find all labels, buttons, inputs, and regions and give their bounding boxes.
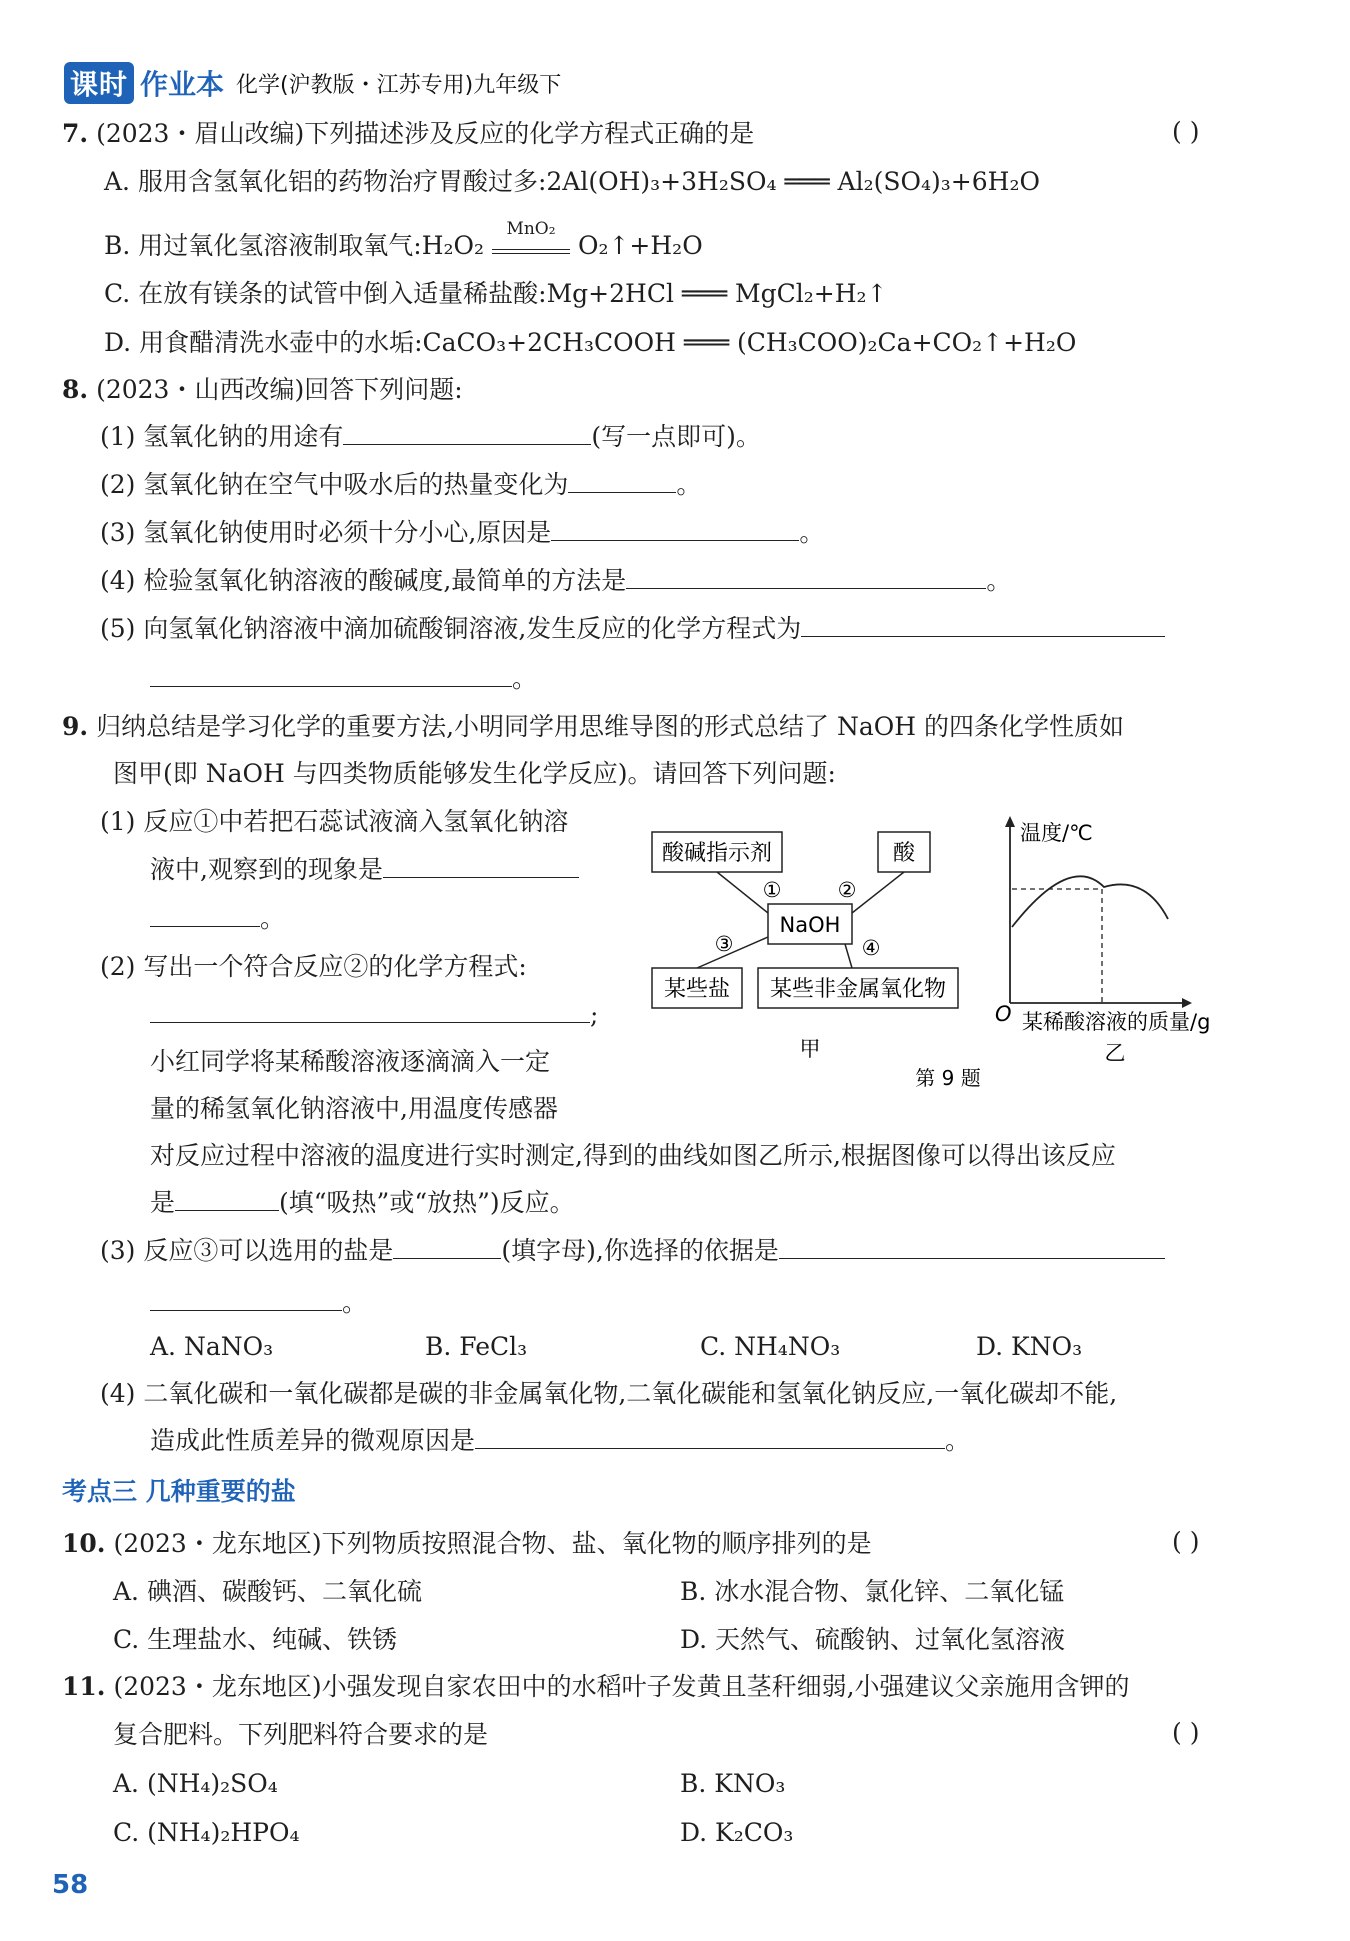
q8-part-1 xyxy=(100,420,761,454)
q9-part-2-end xyxy=(150,1186,575,1220)
part-text: (填“吸热”或“放热”)反应。 xyxy=(279,1188,575,1217)
answer-blank[interactable] xyxy=(343,420,591,445)
question-text: 归纳总结是学习化学的重要方法,小明同学用思维导图的形式总结了 NaOH 的四条化学性质如 xyxy=(96,712,1124,741)
q10-option-a: A. 碘酒、碳酸钙、二氧化硫 xyxy=(113,1577,422,1606)
part-text: 。 xyxy=(342,1288,368,1317)
reaction-arrow xyxy=(492,219,570,254)
reaction-marker-3: ③ xyxy=(714,932,734,956)
option-text: 服用含氢氧化铝的药物治疗胃酸过多:2Al(OH)₃+3H₂SO₄ ═══ Al₂(SO₄)₃+6H₂O xyxy=(137,167,1040,196)
q9-option-a: A. NaNO₃ xyxy=(150,1332,274,1361)
answer-blank[interactable] xyxy=(779,1234,1165,1259)
q9-option-c: C. NH₄NO₃ xyxy=(700,1332,841,1361)
part-text: 是 xyxy=(150,1188,176,1217)
part-text: (1) 氢氧化钠的用途有 xyxy=(100,422,344,451)
series-logo: 课时 xyxy=(64,62,134,104)
reaction-marker-4: ④ xyxy=(861,936,881,960)
q9-part-4-cont xyxy=(150,1424,970,1458)
q11-option-a: A. (NH₄)₂SO₄ xyxy=(113,1769,278,1798)
q8-part-5-cont xyxy=(150,662,537,696)
part-text: (填字母),你选择的依据是 xyxy=(501,1236,779,1265)
question-number: 9. xyxy=(62,712,89,741)
option-b xyxy=(104,219,703,263)
subject-label: 化学(沪教版・江苏专用)九年级下 xyxy=(236,72,562,98)
q9-option-d: D. KNO₃ xyxy=(976,1332,1083,1361)
part-text: (2) 氢氧化钠在空气中吸水后的热量变化为 xyxy=(100,470,569,499)
naoh-label: NaOH xyxy=(779,913,841,937)
part-text: (3) 氢氧化钠使用时必须十分小心,原因是 xyxy=(100,518,552,547)
reaction-marker-2: ② xyxy=(837,878,857,902)
origin-label: O xyxy=(995,1002,1012,1026)
q11-option-d: D. K₂CO₃ xyxy=(680,1818,794,1847)
answer-paren: ( ) xyxy=(1172,1527,1200,1556)
q9-part-3 xyxy=(100,1234,1165,1268)
option-label: C. xyxy=(104,279,131,308)
answer-blank[interactable] xyxy=(150,1286,342,1311)
reaction-marker-1: ① xyxy=(762,878,782,902)
question-text: (2023・龙东地区)小强发现自家农田中的水稻叶子发黄且茎秆细弱,小强建议父亲施用含钾的 xyxy=(113,1672,1130,1701)
option-label: B. xyxy=(104,231,131,260)
answer-blank[interactable] xyxy=(551,516,799,541)
temperature-graph xyxy=(995,816,1210,1065)
question-10-stem xyxy=(62,1527,872,1561)
question-number: 7. xyxy=(62,119,89,148)
catalyst-label: MnO₂ xyxy=(506,219,556,239)
question-9-stem-cont: 图甲(即 NaOH 与四类物质能够发生化学反应)。请回答下列问题: xyxy=(113,759,836,788)
q10-option-c: C. 生理盐水、纯碱、铁锈 xyxy=(113,1625,398,1654)
q9-part-3-cont xyxy=(150,1286,367,1320)
q10-option-b: B. 冰水混合物、氯化锌、二氧化锰 xyxy=(680,1577,1065,1606)
question-number: 11. xyxy=(62,1672,106,1701)
page-number: 58 xyxy=(52,1870,89,1900)
option-text: 用食醋清洗水壶中的水垢:CaCO₃+2CH₃COOH ═══ (CH₃COO)₂Ca+CO₂↑+H₂O xyxy=(139,328,1077,357)
y-axis-label: 温度/℃ xyxy=(1020,821,1093,845)
y-axis-arrow xyxy=(1005,816,1015,827)
question-text: (2023・山西改编)回答下列问题: xyxy=(96,375,463,404)
temperature-curve xyxy=(1012,876,1168,927)
q9-part-2-text: 对反应过程中溶液的温度进行实时测定,得到的曲线如图乙所示,根据图像可以得出该反应 xyxy=(150,1141,1116,1170)
part-text: 。 xyxy=(945,1426,971,1455)
answer-blank[interactable] xyxy=(150,662,512,687)
q9-part-2: (2) 写出一个符合反应②的化学方程式: xyxy=(100,952,527,981)
option-a xyxy=(104,165,1040,199)
question-11-stem xyxy=(62,1670,1130,1704)
q10-option-d: D. 天然气、硫酸钠、过氧化氢溶液 xyxy=(680,1625,1066,1654)
part-text: 。 xyxy=(799,518,825,547)
q9-part-1: (1) 反应①中若把石蕊试液滴入氢氧化钠溶 xyxy=(100,807,569,836)
q11-option-b: B. KNO₃ xyxy=(680,1769,786,1798)
connector xyxy=(852,872,904,913)
answer-blank[interactable] xyxy=(150,902,260,927)
figure-9 xyxy=(640,815,1260,1095)
answer-paren: ( ) xyxy=(1172,1718,1200,1747)
q9-part-2-text: 小红同学将某稀酸溶液逐滴滴入一定 xyxy=(150,1047,551,1076)
salt-label: 某些盐 xyxy=(663,977,731,1002)
option-text: O₂↑+H₂O xyxy=(577,231,703,260)
answer-blank[interactable] xyxy=(801,612,1165,637)
part-text: 液中,观察到的现象是 xyxy=(150,855,383,884)
part-text: (4) 检验氢氧化钠溶液的酸碱度,最简单的方法是 xyxy=(100,566,627,595)
answer-paren: ( ) xyxy=(1172,117,1200,146)
option-text: 在放有镁条的试管中倒入适量稀盐酸:Mg+2HCl ═══ MgCl₂+H₂↑ xyxy=(138,279,888,308)
figure-caption: 第 9 题 xyxy=(915,1066,981,1090)
answer-blank[interactable] xyxy=(175,1186,279,1211)
q9-part-2-text: 量的稀氢氧化钠溶液中,用温度传感器 xyxy=(150,1094,558,1123)
page-header xyxy=(64,63,561,103)
graph-label: 乙 xyxy=(1104,1041,1126,1065)
part-text: (写一点即可)。 xyxy=(591,422,761,451)
q9-option-b: B. FeCl₃ xyxy=(425,1332,528,1361)
option-d xyxy=(104,326,1076,360)
option-c xyxy=(104,277,887,311)
acid-label: 酸 xyxy=(892,841,916,866)
q8-part-3 xyxy=(100,516,824,550)
q8-part-5 xyxy=(100,612,1165,646)
part-text: 造成此性质差异的微观原因是 xyxy=(150,1426,476,1455)
q8-part-4 xyxy=(100,564,1011,598)
answer-blank[interactable] xyxy=(150,998,590,1023)
q9-part-1-cont xyxy=(150,853,579,887)
q9-part-2-cont xyxy=(150,998,598,1032)
q9-part-4: (4) 二氧化碳和一氧化碳都是碳的非金属氧化物,二氧化碳能和氢氧化钠反应,一氧化碳却不能, xyxy=(100,1379,1118,1408)
answer-blank[interactable] xyxy=(383,853,579,878)
option-label: D. xyxy=(104,328,132,357)
connector xyxy=(717,872,768,913)
book-name: 作业本 xyxy=(140,68,225,101)
answer-blank[interactable] xyxy=(626,564,986,589)
option-text: 用过氧化氢溶液制取氧气:H₂O₂ xyxy=(138,231,485,260)
question-number: 10. xyxy=(62,1529,106,1558)
part-text: ; xyxy=(590,1000,599,1029)
oxide-label: 某些非金属氧化物 xyxy=(769,977,947,1002)
connector xyxy=(845,944,852,968)
answer-blank[interactable] xyxy=(568,468,676,493)
answer-blank[interactable] xyxy=(393,1234,501,1259)
q11-option-c: C. (NH₄)₂HPO₄ xyxy=(113,1818,300,1847)
option-label: A. xyxy=(104,167,131,196)
answer-blank[interactable] xyxy=(475,1424,945,1449)
x-axis-label: 某稀酸溶液的质量/g xyxy=(1022,1010,1211,1034)
question-11-stem-cont: 复合肥料。下列肥料符合要求的是 xyxy=(113,1720,489,1749)
q8-part-2 xyxy=(100,468,701,502)
question-7-stem xyxy=(62,117,754,151)
q9-part-1-end xyxy=(150,902,285,936)
question-9-stem xyxy=(62,710,1124,744)
part-text: 。 xyxy=(512,664,538,693)
question-8-stem xyxy=(62,373,463,407)
part-text: (5) 向氢氧化钠溶液中滴加硫酸铜溶液,发生反应的化学方程式为 xyxy=(100,614,802,643)
diagram-label: 甲 xyxy=(799,1037,821,1061)
question-text: (2023・眉山改编)下列描述涉及反应的化学方程式正确的是 xyxy=(96,119,755,148)
part-text: 。 xyxy=(986,566,1012,595)
part-text: 。 xyxy=(676,470,702,499)
section-title: 考点三 几种重要的盐 xyxy=(62,1477,296,1506)
question-text: (2023・龙东地区)下列物质按照混合物、盐、氧化物的顺序排列的是 xyxy=(113,1529,872,1558)
indicator-label: 酸碱指示剂 xyxy=(661,841,773,866)
part-text: 。 xyxy=(260,904,286,933)
x-axis-arrow xyxy=(1182,998,1192,1008)
mind-map-diagram xyxy=(652,832,958,1061)
part-text: (3) 反应③可以选用的盐是 xyxy=(100,1236,394,1265)
question-number: 8. xyxy=(62,375,89,404)
